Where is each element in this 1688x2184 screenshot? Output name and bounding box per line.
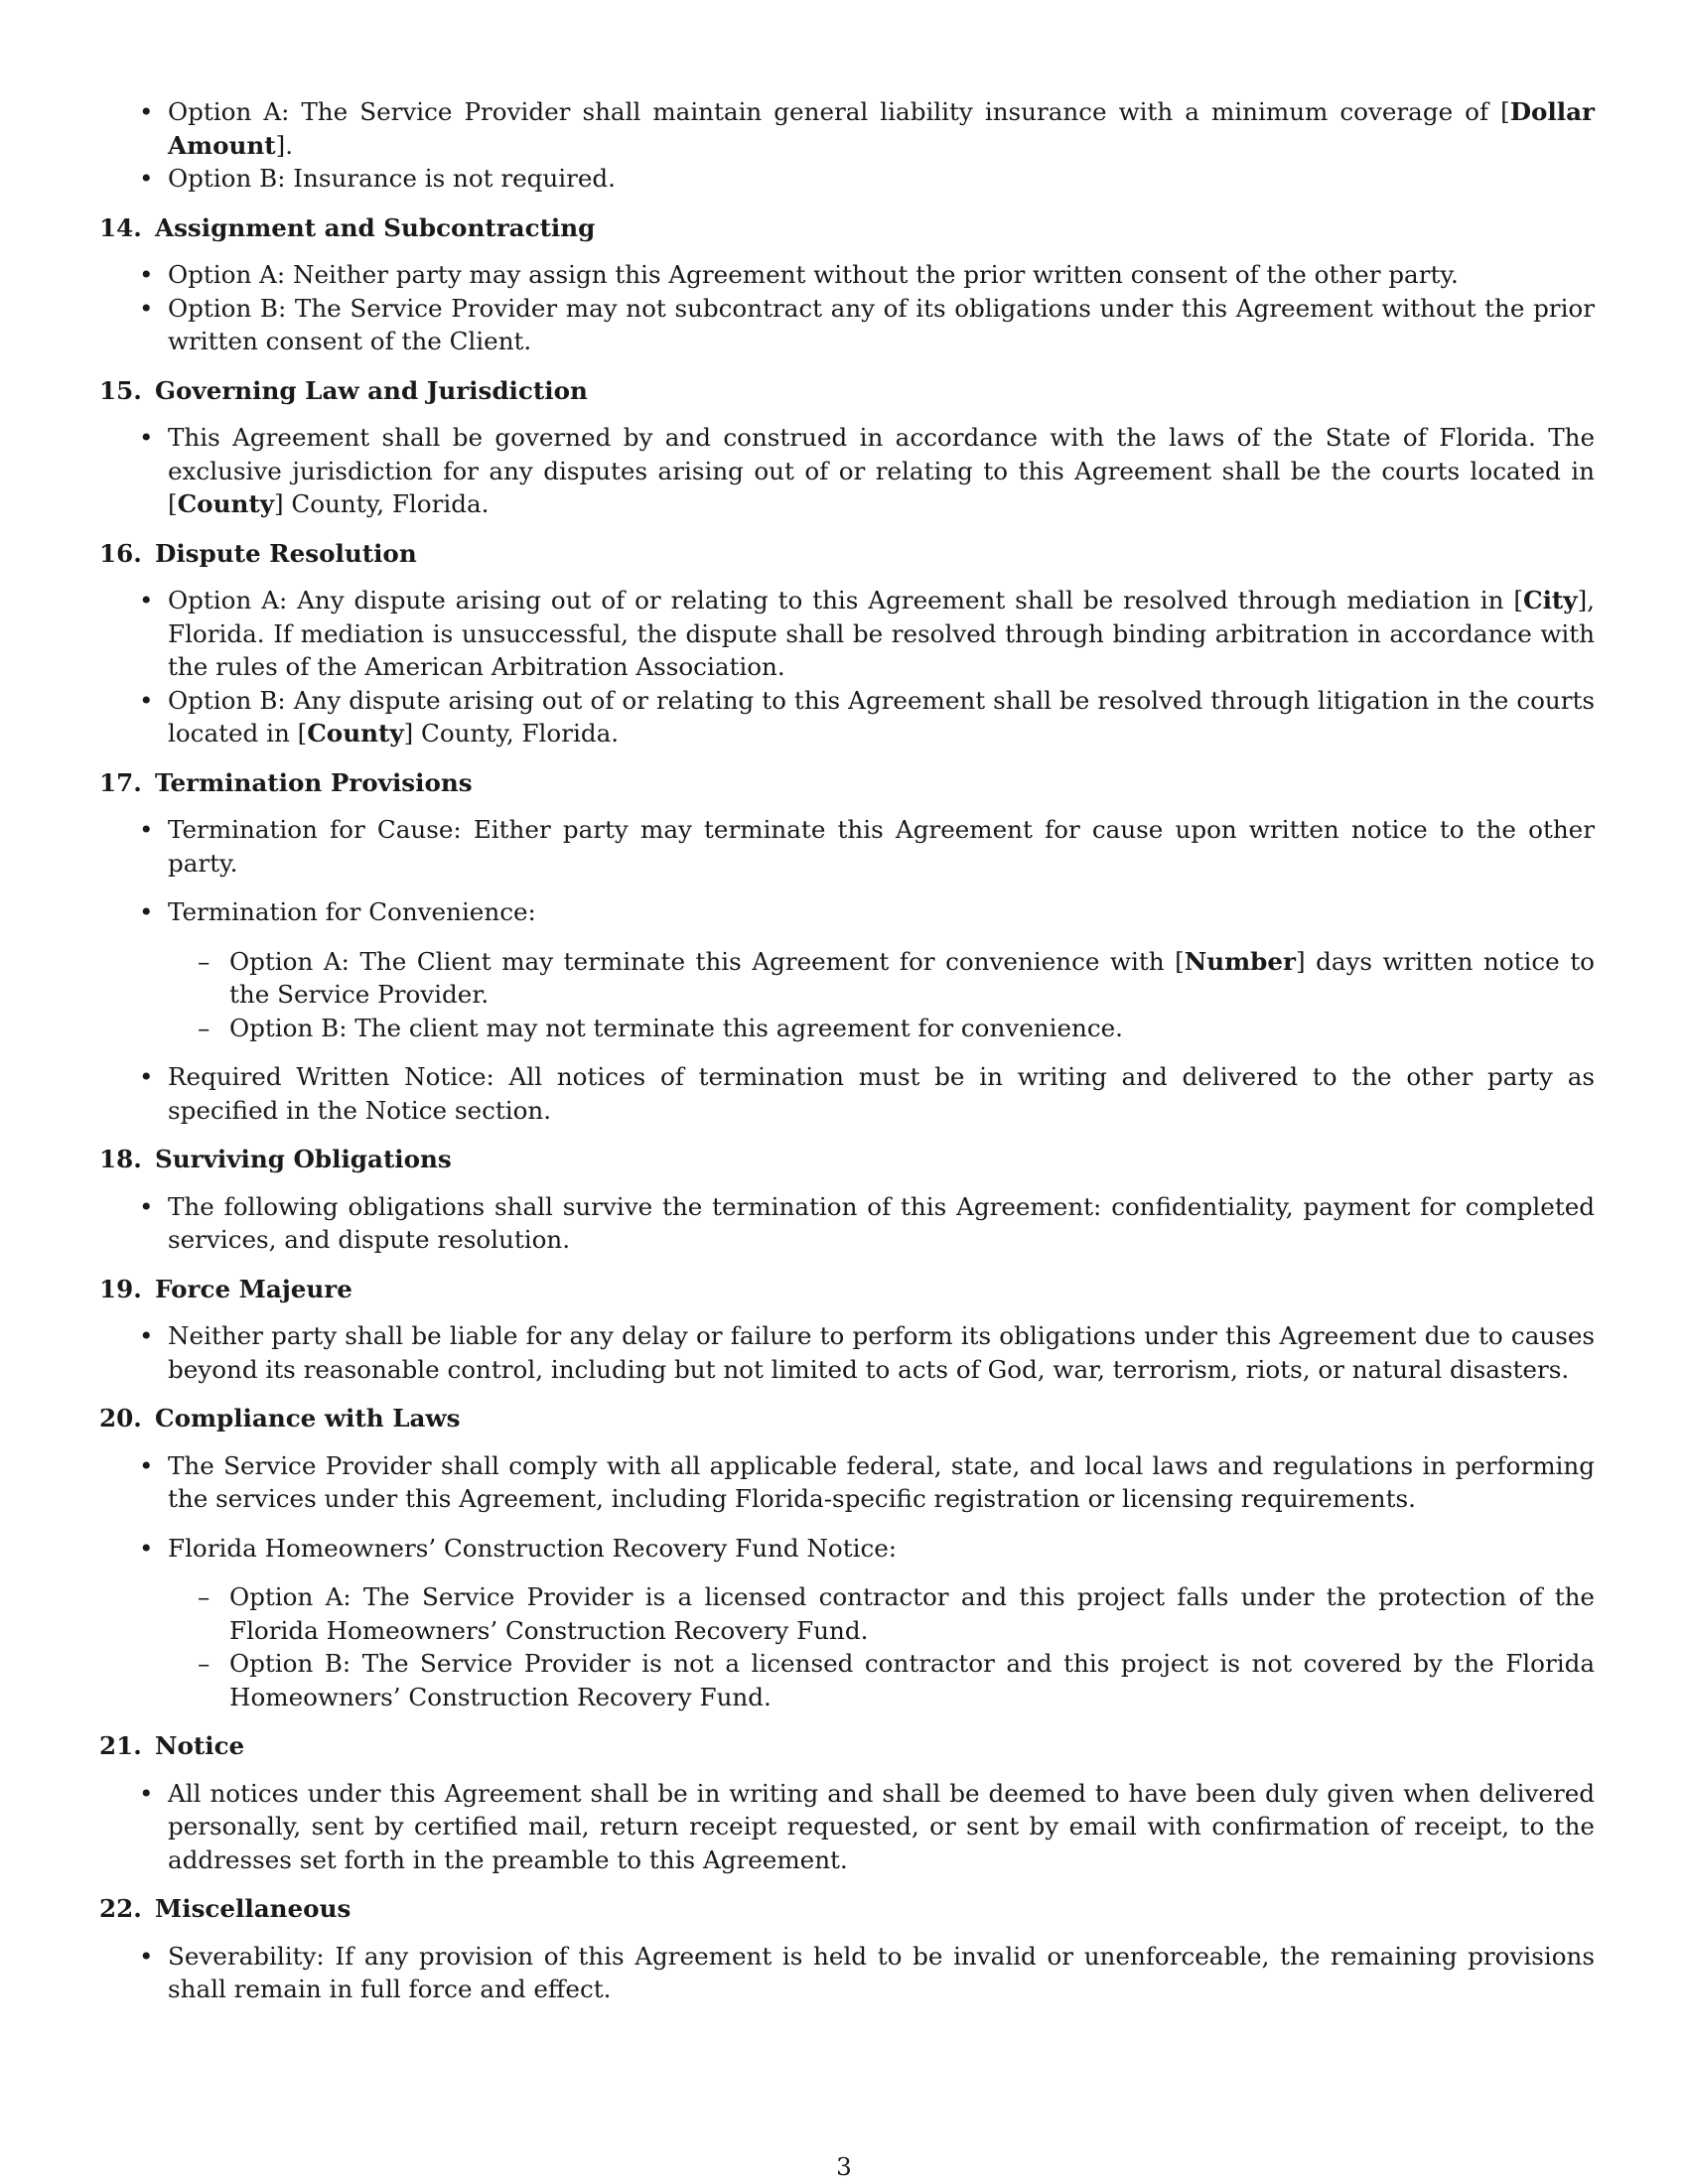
- list-item: • The following obligations shall survive the termination of this Agreement: confidentiality, payment for completed services, and dispute resolution.: [99, 1190, 1595, 1257]
- section-22-list: [99, 1940, 1595, 2006]
- list-item: • Neither party shall be liable for any delay or failure to perform its obligations under this Agreement due to causes beyond its reasonable control, including but not limited to acts of God, war, terrorism, riots, or natural disasters.: [99, 1319, 1595, 1386]
- list-item: • Florida Homeowners’ Construction Recovery Fund Notice: – Option A: The Service Provider is a licensed contractor and this project falls under the protection of the Florida Homeowners’ Construction Recovery Fund. – Option B: The Service Provider is not a licensed contractor and this project is not covered by the Florida Homeowners’ Construction Recovery Fund.: [99, 1532, 1595, 1714]
- sub-list-item: – Option A: The Client may terminate this Agreement for convenience with [Number] days written notice to the Service Provider.: [168, 945, 1595, 1012]
- section-14-list: [99, 258, 1595, 358]
- section-16-list: [99, 584, 1595, 751]
- list-item: • Option B: The Service Provider may not subcontract any of its obligations under this Agreement without the prior written consent of the Client.: [99, 292, 1595, 358]
- section-heading-14: 14. Assignment and Subcontracting: [99, 212, 596, 242]
- list-item: • Option B: Any dispute arising out of or relating to this Agreement shall be resolved through litigation in the courts located in [County] County, Florida.: [99, 684, 1595, 751]
- recovery-fund-options-list: [168, 1580, 1595, 1713]
- section-17-list: [99, 813, 1595, 1127]
- section-19-list: [99, 1319, 1595, 1386]
- list-item: • The Service Provider shall comply with all applicable federal, state, and local laws and regulations in performing the services under this Agreement, including Florida-specific registration or licensing requirements.: [99, 1449, 1595, 1516]
- list-item: • Required Written Notice: All notices of termination must be in writing and delivered to the other party as specified in the Notice section.: [99, 1060, 1595, 1127]
- sub-list-item: – Option B: The Service Provider is not a licensed contractor and this project is not covered by the Florida Homeowners’ Construction Recovery Fund.: [168, 1647, 1595, 1713]
- section-heading-19: 19. Force Majeure: [99, 1274, 352, 1303]
- section-heading-22: 22. Miscellaneous: [99, 1894, 352, 1923]
- section-heading-18: 18. Surviving Obligations: [99, 1145, 452, 1173]
- section-20-list: [99, 1449, 1595, 1714]
- page-number: 3: [836, 2152, 852, 2181]
- convenience-options-list: [168, 945, 1595, 1045]
- section-heading-21: 21. Notice: [99, 1731, 245, 1760]
- section-heading-17: 17. Termination Provisions: [99, 767, 473, 797]
- section-15-list: [99, 421, 1595, 521]
- section-heading-20: 20. Compliance with Laws: [99, 1404, 461, 1433]
- insurance-options-list: [99, 95, 1595, 196]
- section-heading-15: 15. Governing Law and Jurisdiction: [99, 375, 588, 405]
- list-item: • This Agreement shall be governed by and construed in accordance with the laws of the State of Florida. The exclusive jurisdiction for any disputes arising out of or relating to this Agreement shall be the courts located in [County] County, Florida.: [99, 421, 1595, 521]
- sub-list-item: – Option A: The Service Provider is a licensed contractor and this project falls under the protection of the Florida Homeowners’ Construction Recovery Fund.: [168, 1580, 1595, 1647]
- list-item: • Option A: Neither party may assign this Agreement without the prior written consent of the other party.: [99, 258, 1595, 292]
- section-21-list: [99, 1777, 1595, 1877]
- document-page: [99, 95, 1595, 2022]
- list-item: • Termination for Cause: Either party may terminate this Agreement for cause upon written notice to the other party.: [99, 813, 1595, 880]
- section-18-list: [99, 1190, 1595, 1257]
- list-item: • Termination for Convenience: – Option A: The Client may terminate this Agreement for convenience with [Number] days written notice to the Service Provider. – Option B: The client may not terminate this agreement for convenience.: [99, 895, 1595, 1044]
- list-item: • Option A: Any dispute arising out of or relating to this Agreement shall be resolved through mediation in [City], Florida. If mediation is unsuccessful, the dispute shall be resolved through binding arbitration in accordance with the rules of the American Arbitration Association.: [99, 584, 1595, 684]
- list-item: • Option B: Insurance is not required.: [99, 162, 1595, 196]
- list-item: • All notices under this Agreement shall be in writing and shall be deemed to have been duly given when delivered personally, sent by certified mail, return receipt requested, or sent by email with confirmation of receipt, to the addresses set forth in the preamble to this Agreement.: [99, 1777, 1595, 1877]
- section-heading-16: 16. Dispute Resolution: [99, 538, 417, 568]
- list-item: • Severability: If any provision of this Agreement is held to be invalid or unenforceable, the remaining provisions shall remain in full force and effect.: [99, 1940, 1595, 2006]
- sub-list-item: – Option B: The client may not terminate this agreement for convenience.: [168, 1012, 1595, 1045]
- list-item: • Option A: The Service Provider shall maintain general liability insurance with a minimum coverage of [Dollar Amount].: [99, 95, 1595, 162]
